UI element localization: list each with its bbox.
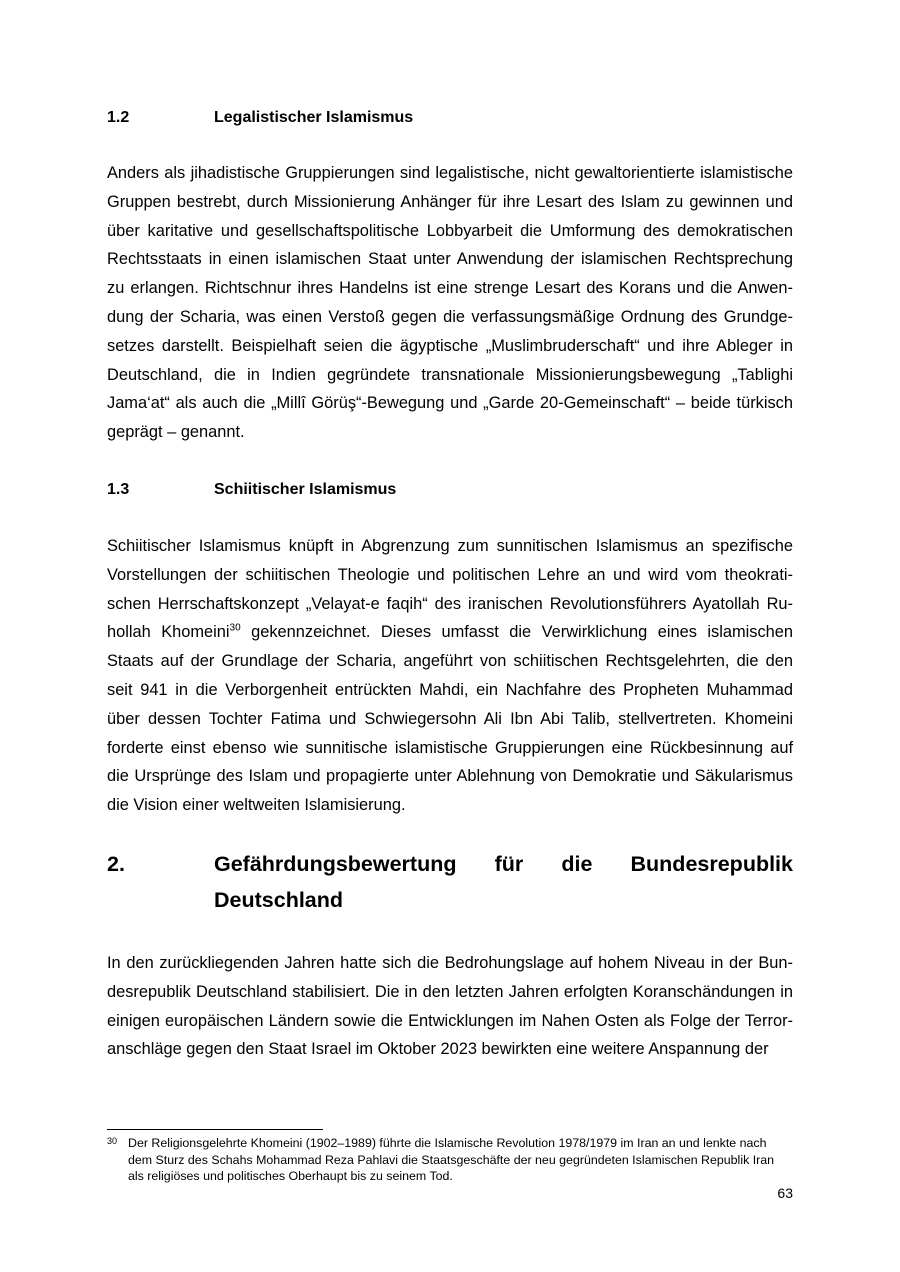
- paragraph-text-part2: gekennzeichnet. Dieses umfasst die Verwirklichung eines islamischen Staats auf der Grundlage der Scharia, angeführt von schiitischen Rechtsgelehrten, die den seit 941 in die Verborgenheit entrückten Mahdi, ein Nachfahre des Propheten Muhammad über dessen Tochter Fatima und Schwiegersohn Ali Ibn Abi Talib, stellvertreten. Khomeini forderte einst ebenso wie sunnitische islamistische Gruppierungen eine Rückbesinnung auf die Ursprünge des Islam und propagierte unter Ablehnung von Demokratie und Säkularismus die Vision einer weltweiten Islamisierung.: [107, 623, 793, 815]
- section-title: Legalistischer Islamismus: [214, 109, 414, 126]
- section-title: Schiitischer Islamismus: [214, 481, 397, 498]
- chapter-title: Gefährdungsbewertung für die Bundesrepublik Deutschland: [214, 852, 793, 912]
- footnote-number: 30: [107, 1136, 118, 1146]
- footnote-30: [107, 1135, 793, 1185]
- paragraph-threat-assessment: In den zurückliegenden Jahren hatte sich die Bedrohungslage auf hohem Niveau in der Bundesrepublik Deutschland stabilisiert. Die in den letzten Jahren erfolgten Koranschändungen in einigen europäischen Ländern sowie die Entwicklungen im Nahen Osten als Folge der Terroranschläge gegen den Staat Israel im Oktober 2023 bewirkten eine weitere Anspannung der: [107, 954, 793, 1059]
- section-number: 1.2: [107, 109, 130, 126]
- paragraph-legalistic-islamism: Anders als jihadistische Gruppierungen sind legalistische, nicht gewaltorientierte islamistische Gruppen bestrebt, durch Missionierung Anhänger für ihre Lesart des Islam zu gewinnen und über karitative und gesellschaftspolitische Lobbyarbeit die Umformung des demokratischen Rechtsstaats in einen islamischen Staat unter Anwendung der islamischen Rechtsprechung zu erlangen. Richtschnur ihres Handelns ist eine strenge Lesart des Korans und die Anwendung der Scharia, was einen Verstoß gegen die verfassungsmäßige Ordnung des Grundgesetzes darstellt. Beispielhaft seien die ägyptische „Muslimbruderschaft“ und ihre Ableger in Deutschland, die in Indien gegründete transnationale Missionierungsbewegung „Tablighi Jama‘at“ als auch die „Millî Görüş“-Bewegung und „Garde 20-Gemeinschaft“ – beide türkisch geprägt – genannt.: [107, 164, 793, 442]
- section-number: 1.3: [107, 481, 130, 498]
- paragraph-text-part1: Schiitischer Islamismus knüpft in Abgrenzung zum sunnitischen Islamismus an spezifische Vorstellungen der schiitischen Theologie und politischen Lehre an und wird vom theokratischen Herrschaftskonzept „Velayat-e faqih“ des iranischen Revolutionsführers Ayatollah Ruhollah Khomeini: [107, 537, 793, 642]
- footnote-divider: [107, 1129, 323, 1130]
- footnote-reference[interactable]: 30: [229, 622, 241, 634]
- footnote-text: Der Religionsgelehrte Khomeini (1902–1989) führte die Islamische Revolution 1978/1979 im Iran an und lenkte nach dem Sturz des Schahs Mohammad Reza Pahlavi die Staatsgeschäfte der neu gegründeten Islamischen Republik Iran als religiöses und politisches Oberhaupt bis zu seinem Tod.: [128, 1136, 775, 1184]
- paragraph-shiite-islamism: [107, 532, 793, 820]
- page-number: 63: [777, 1185, 793, 1201]
- chapter-number: 2.: [107, 852, 125, 876]
